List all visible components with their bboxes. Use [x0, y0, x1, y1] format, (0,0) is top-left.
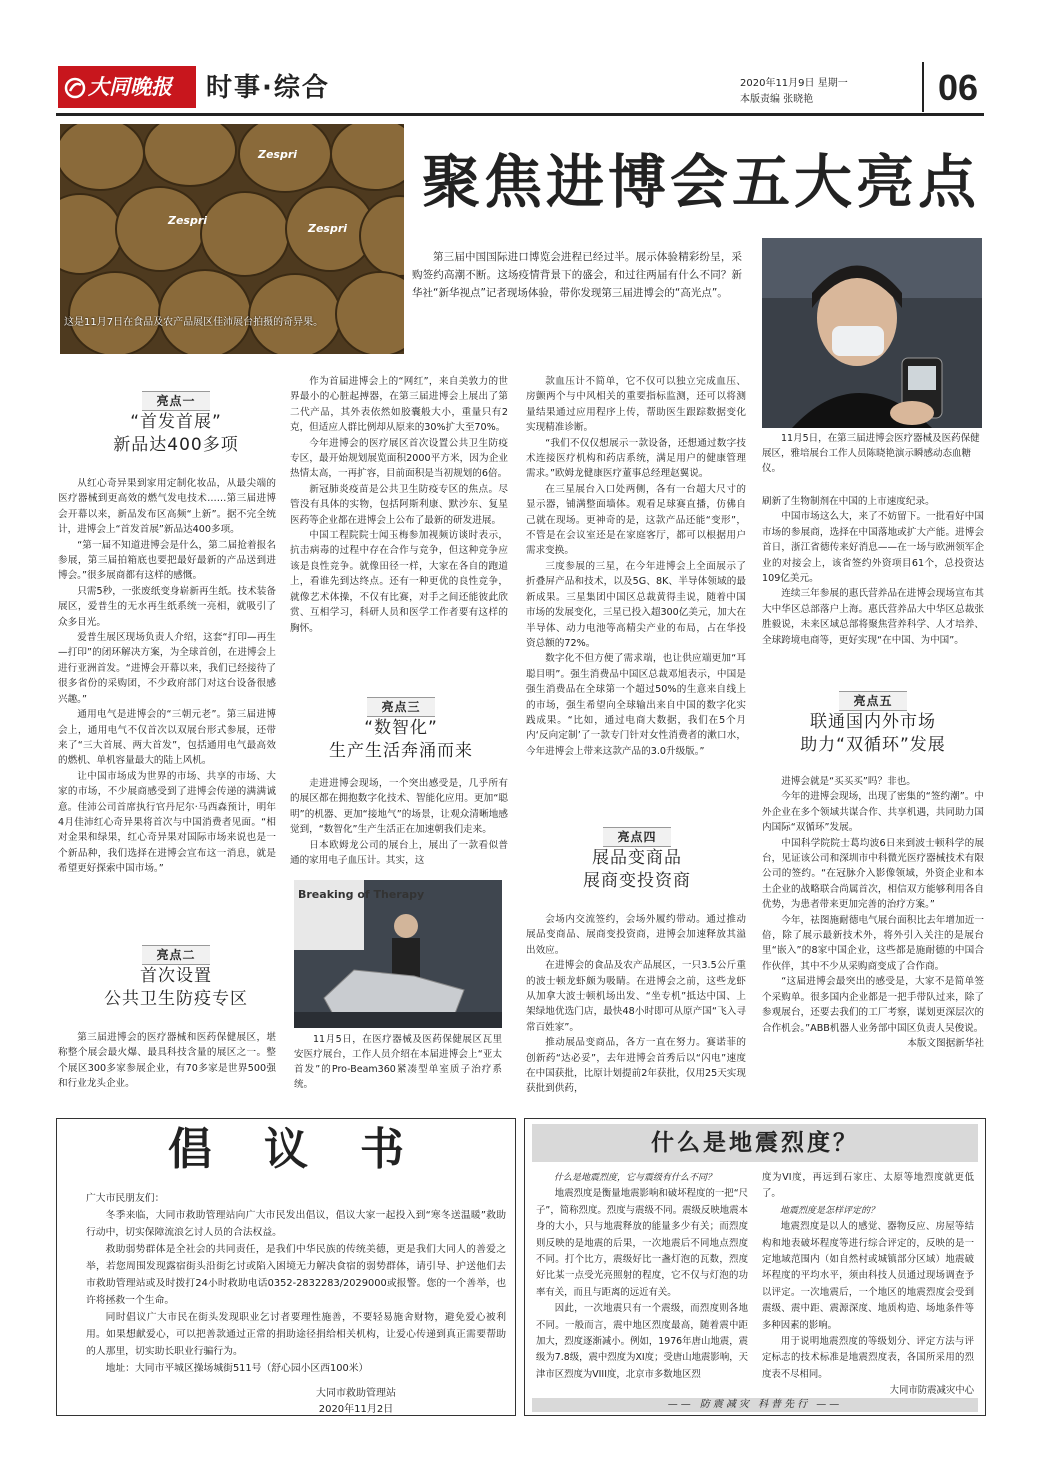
- column-3-text-b: [526, 912, 746, 1097]
- paragraph: 连续三年参展的惠氏营养品在进博会现场宣布其大中华区总部落户上海。惠氏营养品大中华区总裁张胜毅说，未来区域总部将聚焦营养科学、人才培养、全球跨境电商等，更好实现“在中国、为中国”。: [762, 588, 984, 646]
- logo-text: 大同晚报: [88, 75, 172, 99]
- paragraph: “我们不仅仅想展示一款设备，还想通过数字技术连接医疗机构和药店系统，满足用户的健康管理需求。”欧姆龙健康医疗董事总经理赵翼说。: [526, 437, 746, 480]
- newspaper-logo: [58, 66, 196, 108]
- expo-image: [294, 880, 502, 1028]
- highlight-3-heading: [294, 696, 508, 763]
- paragraph: 新冠肺炎疫苗是公共卫生防疫专区的焦点。尽管没有具体的实物，包括阿斯利康、默沙东、复星医药等企业都在进博会上公布了最新的研发进展。: [290, 483, 508, 526]
- paragraph: 日本欧姆龙公司的展台上，展出了一款看似普通的家用电子血压计。其实，这: [290, 839, 508, 867]
- highlight-2-tag: 亮点二: [142, 945, 209, 965]
- paragraph: 爱普生展区现场负责人介绍，这套“打印—再生—打印”的闭环解决方案，为全球首创，在进博会上进行亚洲首发。“进博会开幕以来，我们已经接待了很多省份的采购团，不少政府部门对这台设备很感兴趣。”: [58, 632, 276, 705]
- paragraph: 度为VI度，再远到石家庄、太原等地烈度就更低了。: [762, 1172, 974, 1200]
- paragraph: 同时倡议广大市民在街头发现职业乞讨者要理性施善，不要轻易施舍财物，避免爱心被利用。如果想献爱心，可以把善款通过正常的捐助途径捐给相关机构，让爱心传递到真正需要帮助的人那里，切实助长职业行骗行为。: [86, 1312, 506, 1357]
- woman-image: [762, 238, 982, 428]
- quake-title: 什么是地震烈度？: [532, 1124, 978, 1162]
- paragraph: 刷新了生物制剂在中国的上市速度纪录。: [762, 496, 935, 507]
- highlight-1-title-line2: 新品达400多项: [113, 435, 239, 455]
- highlight-5-heading: [766, 690, 980, 757]
- quake-question-2: 地震烈度是怎样评定的？: [780, 1205, 880, 1216]
- paragraph: 中国市场这么大，来了不妨留下。一批看好中国市场的参展商，选择在中国落地或扩大产能。进博会首日，浙江省德传来好消息——在一场与欧洲领军企业的对接会上，该省签约外资项目61个，总投资达109亿美元。: [762, 511, 984, 585]
- quake-question-1: 什么是地震烈度，它与震级有什么不同？: [554, 1173, 717, 1183]
- paragraph: 在进博会的食品及农产品展区，一只3.5公斤重的波士顿龙虾颇为吸睛。在进博会之前，这些龙虾从加拿大波士顿机场出发、“坐专机”抵达中国、上架绿地优选门店，最快48小时即可从原产国“飞入寻常百姓家”。: [526, 960, 746, 1033]
- paragraph: 通用电气是进博会的“三朝元老”。第三届进博会上，通用电气不仅首次以双展台形式参展，还带来了“三大首展、两大首发”，包括通用电气最高效的燃机、单机容量最大的陆上风机。: [58, 709, 276, 767]
- paragraph: 作为首届进博会上的“网红”，来自美敦力的世界最小的心脏起搏器，在第三届进博会上展出了第二代产品，其外表依然如胶囊般大小，重量只有2克，但适应人群比例却从原来的30%扩大至70%。: [290, 376, 508, 434]
- highlight-4-tag: 亮点四: [603, 827, 670, 847]
- paragraph: 用于说明地震烈度的等级划分、评定方法与评定标志的技术标准是地震烈度表，各国所采用的烈度表不尽相同。: [762, 1336, 974, 1380]
- paragraph: 会场内交流签约，会场外履约带动。通过推动展品变商品、展商变投资商，进博会加速释放其溢出效应。: [526, 914, 746, 956]
- quake-column-1: [536, 1170, 748, 1383]
- logo-mark-icon: [64, 77, 86, 99]
- highlight-5-title-line2: 助力“双循环”发展: [800, 735, 946, 755]
- section-title: 时事·综合: [206, 73, 330, 103]
- paragraph: 从红心奇异果到家用定制化妆品，从最尖端的医疗器械到更高效的燃气发电技术……第三届进博会开幕以来，新品发布区高频“上新”。据不完全统计，进博会上“首发首展”新品达400多项。: [58, 478, 276, 536]
- quake-footer-slogan: —— 防震减灾 科普先行 ——: [532, 1398, 978, 1412]
- paragraph: 只需5秒，一张废纸变身崭新再生纸。技术装备展区，爱普生的无水再生纸系统一亮相，就吸引了众多目光。: [58, 585, 276, 628]
- quake-org: 大同市防震减灾中心: [889, 1385, 974, 1397]
- highlight-1-heading: [66, 390, 286, 457]
- highlight-2-title-line1: 首次设置: [140, 966, 212, 986]
- highlight-4-title-line2: 展商变投资商: [583, 871, 691, 891]
- paragraph: 进博会就是“买买买”吗？非也。: [781, 776, 916, 787]
- paragraph: “这届进博会最突出的感受是，大家不是简单签个采购单。很多国内企业都是一把手带队过来，除了参观展台，还要去我们的工厂考察，谋划更深层次的合作机会。”ABB机器人业务部中国区负责人吴俊说。: [762, 976, 984, 1034]
- highlight-4-heading: [530, 826, 744, 893]
- screen-text: Breaking of Therapy: [298, 888, 425, 901]
- proposal-body: [86, 1190, 506, 1377]
- brand-label: Zespri: [168, 214, 208, 227]
- paragraph: 数字化不但方便了需求端，也让供应端更加“耳聪目明”。强生消费品中国区总裁邓旭表示，中国是强生消费品在全球第一个超过50%的生意来自线上的市场，强生希望向全球输出来自中国的数字化实践成果。“比如，通过电商大数据，我们在5个月内‘反向定制’了一款专门针对女性消费者的漱口水，今年进博会上带来这款产品的3.0升级版。”: [526, 653, 746, 757]
- kiwi-caption: 这是11月7日在食品及农产品展区佳沛展台拍摄的奇异果。: [64, 317, 324, 328]
- paragraph: 款血压计不简单，它不仅可以独立完成血压、房颤两个与中风相关的重要指标监测，还可以将测量结果通过应用程序上传，帮助医生跟踪数据变化实现精准诊断。: [526, 376, 746, 434]
- lead-paragraph: 第三届中国国际进口博览会进程已经过半。展示体验精彩纷呈，采购签约高潮不断。这场疫情背景下的盛会，和过往两届有什么不同？新华社“新华视点”记者现场体验，带你发现第三届进博会的“高光点”。: [412, 251, 742, 299]
- highlight-1-title-line1: “首发首展”: [130, 412, 222, 432]
- source-credit: 本版文图据新华社: [907, 1037, 984, 1049]
- paragraph: 在三星展台入口处两侧，各有一台超大尺寸的显示器，铺满整面墙体。观看足球赛直播，仿佛自己就在现场。更神奇的是，这款产品还能“变形”，不管是在会议室还是在家庭客厅，都可以根据用户需求变换。: [526, 483, 746, 557]
- proposal-signature: [236, 1386, 476, 1418]
- column-3-text: [526, 374, 746, 759]
- glucose-meter-photo: [762, 238, 982, 428]
- highlight-3-tag: 亮点三: [367, 697, 434, 717]
- paragraph: “第一届不知道进博会是什么，第二届抢着报名参展，第三届拍箱底也要把最好最新的产品送到进博会。”很多展商都有这样的感慨。: [58, 539, 276, 582]
- masthead-rule: [56, 113, 984, 116]
- column-1-text-b: [58, 1030, 276, 1092]
- paragraph: 今年，祛图施耐德电气展台面积比去年增加近一倍，除了展示最新技术外，将外引入关注的是展台里“嵌入”的8家中国企业，这些都是施耐德的中国合作伙伴，其中不少从采购商变成了合作商。: [762, 914, 984, 972]
- date-line: 2020年11月9日 星期一: [740, 78, 848, 89]
- paragraph: 走进进博会现场，一个突出感受是，几乎所有的展区都在拥抱数字化技术、智能化应用。更加“聪明”的机器、更加“接地气”的场景，让观众清晰地感觉到，“数智化”生产生活正在加速朝我们走来。: [290, 778, 508, 836]
- highlight-2-heading: [66, 944, 286, 1011]
- highlight-1-tag: 亮点一: [142, 391, 209, 411]
- paragraph: 三度参展的三星，在今年进博会上全面展示了折叠屏产品和技术，以及5G、8K、半导体领域的最新成果。三星集团中国区总裁黄得圭说，随着中国市场的发展变化，三星已投入超300亿美元，加大在半导体、动力电池等高精尖产业的布局，占在华投资总额的72%。: [526, 560, 746, 649]
- paragraph: 今年的进博会现场，出现了密集的“签约潮”。中外企业在多个领域共谋合作、共享机遇，共同助力国内国际“双循环”发展。: [762, 791, 984, 834]
- proposal-date: 2020年11月2日: [318, 1404, 394, 1415]
- expo-caption: 11月5日，在医疗器械及医药保健展区瓦里安医疗展台，工作人员介绍在本届进博会上“亚太首发”的Pro-Beam360紧凑型单室质子治疗系统。: [294, 1034, 502, 1090]
- brand-label: Zespri: [258, 148, 298, 161]
- editor-line: 本版责编 张晓艳: [740, 94, 814, 105]
- paragraph: 地震烈度是以人的感觉、器物反应、房屋等结构和地表破坏程度等进行综合评定的，反映的是一定地域范围内（如自然村或城镇部分区域）地震破坏程度的平均水平，须由科技人员通过现场调查予以评定。一次地震后，一个地区的地震烈度会受到震级、震中距、震源深度、地质构造、场地条件等多种因素的影响。: [762, 1221, 974, 1331]
- page-headline: 聚焦进博会五大亮点: [421, 148, 980, 216]
- page-number: 06: [922, 62, 982, 112]
- column-2-text: [290, 374, 508, 636]
- proposal-title: 倡议书: [168, 1124, 456, 1175]
- date-meta: [740, 76, 848, 108]
- paragraph: 让中国市场成为世界的市场、共享的市场、大家的市场，不少展商感受到了进博会传递的满满诚意。佳沛公司首席执行官丹尼尔·马西森预计，明年4月佳沛红心奇异果将首次与中国消费者见面。“相对金果和绿果，红心奇异果对国际市场来说也是一个新品种，我们选择在进博会宣布这一消息，就是希望更好探索中国市场。”: [58, 770, 276, 875]
- highlight-5-tag: 亮点五: [839, 691, 906, 711]
- highlight-3-title-line2: 生产生活奔涌而来: [329, 741, 473, 761]
- column-2-text-b: [290, 776, 508, 868]
- highlight-2-title-line2: 公共卫生防疫专区: [104, 989, 248, 1009]
- proposal-address: 地址：大同市平城区操场城街511号（舒心园小区西100米）: [105, 1363, 369, 1374]
- quake-column-2: [762, 1170, 974, 1400]
- paragraph: 中国科学院院士葛均波6日来到波士顿科学的展台，见证该公司和深圳市中科微光医疗器械技术有限公司的签约。“在冠脉介入影像领域，外资企业和本土企业的战略联合尚属首次，相信双方能够利用各自优势，为患者带来更加完善的治疗方案。”: [762, 837, 984, 911]
- highlight-3-title-line1: “数智化”: [364, 718, 438, 738]
- paragraph: 冬季来临，大同市救助管理站向广大市民发出倡议，倡议大家一起投入到“寒冬送温暖”救助行动中，切实保障流浪乞讨人员的合法权益。: [86, 1210, 506, 1238]
- column-4-text-b: [762, 774, 984, 1051]
- paragraph: 地震烈度是衡量地震影响和破坏程度的一把“尺子”，简称烈度。烈度与震级不同。震级反映地震本身的大小，只与地震释放的能量多少有关；而烈度则反映的是地震的后果，一次地震后不同地点烈度不同。打个比方，震级好比一盏灯泡的瓦数，烈度好比某一点受光亮照射的程度，它不仅与灯泡的功率有关，而且与距离的远近有关。: [536, 1188, 748, 1298]
- proton-therapy-photo: [294, 880, 502, 1028]
- highlight-5-title-line1: 联通国内外市场: [810, 712, 936, 732]
- proposal-greeting: 广大市民朋友们：: [86, 1193, 165, 1204]
- paragraph: 第三届进博会的医疗器械和医药保健展区，堪称整个展会最火爆、最具科技含量的展区之一。整个展区300多家参展企业，有70多家是世界500强和行业龙头企业。: [58, 1032, 276, 1090]
- paragraph: 中国工程院院士闻玉梅参加视频访谈时表示，抗击病毒的过程中存在合作与竞争，但这种竞争应该是良性竞争。就像田径一样，大家在各自的跑道上，看谁先到达终点。还有一种更优的良性竞争，就像艺术体操，不仅有比赛，对手之间还能彼此欣赏、互相学习，科研人员和医学工作者要有这样的胸怀。: [290, 530, 508, 634]
- brand-label: Zespri: [308, 222, 348, 235]
- paragraph: 救助弱势群体是全社会的共同责任，是我们中华民族的传统美德，更是我们大同人的善爱之举，若您周围发现露宿街头沿街乞讨或陷入困境无力解决食宿的弱势群体，请引导、护送他们去市救助管理站或及时拨打24小时救助电话0352-2832283/2029000或报警。您的一个善举，也许将拯救一个生命。: [86, 1244, 506, 1306]
- column-1-text: [58, 476, 276, 877]
- proposal-org: 大同市救助管理站: [316, 1388, 396, 1399]
- paragraph: 因此，一次地震只有一个震级，而烈度则各地不同。一般而言，震中地区烈度最高，随着震中距加大，烈度逐渐减小。例如，1976年唐山地震，震级为7.8级，震中烈度为XI度；受唐山地震影响，天津市区烈度为VIII度，北京市多数地区烈: [536, 1303, 748, 1380]
- paragraph: 今年进博会的医疗展区首次设置公共卫生防疫专区，最开始规划展览面积2000平方米，因为企业热情太高，一再扩容，目前面积是当初规划的6倍。: [290, 437, 508, 480]
- paragraph: 推动展品变商品，各方一直在努力。赛诺菲的创新药“达必妥”，去年进博会首秀后以“闪电”速度在中国获批，比原计划提前2年获批，仅用25天实现获批到供药，: [526, 1037, 746, 1095]
- highlight-4-title-line1: 展品变商品: [592, 848, 682, 868]
- woman-caption: 11月5日，在第三届进博会医疗器械及医药保健展区，雅培展台工作人员陈晓艳演示瞬感动态血糖仪。: [762, 433, 980, 474]
- column-4-text: [762, 494, 984, 648]
